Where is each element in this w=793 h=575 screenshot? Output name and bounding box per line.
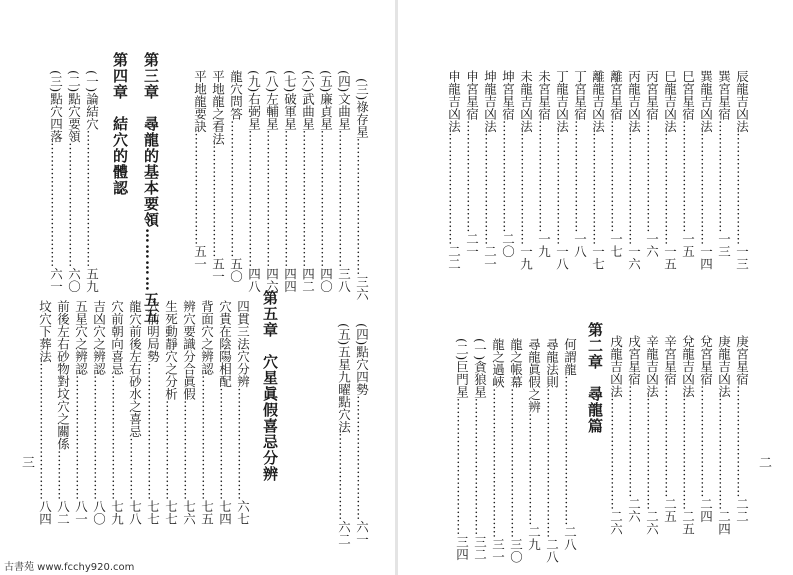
toc-entry: 生死動靜穴之分析……………………七七 <box>163 300 179 525</box>
toc-entry: 巽龍吉凶法………………………一四 <box>698 70 714 270</box>
toc-entry: 未龍吉凶法………………………一九 <box>518 70 534 270</box>
toc-entry: (二)巨門星……………………………三四 <box>454 338 470 561</box>
toc-entry: 兌宮星宿………………………二四 <box>698 335 714 523</box>
toc-entry: 五星穴之辨認…………………………八一 <box>73 300 89 525</box>
toc-entry: 何謂龍………………………………二八 <box>562 338 578 551</box>
toc-entry: 巳龍吉凶法………………………一五 <box>662 70 678 270</box>
toc-entry: 申龍吉凶法………………………二二 <box>446 70 462 270</box>
page-number: 二 <box>759 456 773 471</box>
chapter-heading: 第二章 尋龍篇 <box>586 322 604 434</box>
toc-entry: 坤宮星宿………………………二〇 <box>500 70 516 258</box>
toc-entry: 穴前朝向喜忌…………………………七九 <box>109 300 125 525</box>
toc-entry: (三)祿存星……………………………三六 <box>354 78 370 301</box>
toc-entry: (五)廉貞星……………………………四〇 <box>318 70 334 293</box>
toc-entry: 申宮星宿………………………二一 <box>464 70 480 258</box>
toc-entry: (四)文曲星……………………………三八 <box>336 70 352 293</box>
toc-entry: 離龍吉凶法………………………一七 <box>590 70 606 270</box>
toc-entry: 辛龍吉凶法………………………二六 <box>644 335 660 535</box>
watermark-footer: 古書苑 www.fcchy920.com <box>4 562 135 573</box>
toc-entry: 巳宮星宿………………………一五 <box>680 70 696 258</box>
toc-entry: 龍之帳幕………………………………三〇 <box>508 338 524 563</box>
toc-entry: 丙宮星宿………………………一六 <box>644 70 660 258</box>
toc-entry: 平地龍要訣………………………五一 <box>192 70 208 270</box>
toc-entry: 丙龍吉凶法………………………一六 <box>626 70 642 270</box>
toc-entry: 四貫三法穴分辨………………………六七 <box>235 300 251 525</box>
toc-entry: 庚宮星宿………………………二二 <box>734 335 750 523</box>
chapter-heading: 第三章 尋龍的基本要領…………五五 <box>142 52 160 324</box>
toc-entry: (三)點穴四落…………………………六一 <box>48 70 64 293</box>
toc-entry: 戌宮星宿………………………二六 <box>626 335 642 523</box>
toc-entry: 平地龍之看法………………………五一 <box>210 70 226 283</box>
toc-entry: (一)貪狼星……………………………三二 <box>472 338 488 561</box>
toc-entry: 龍穴前後左右砂水之喜忌……………七八 <box>127 300 143 525</box>
chapter-heading: 第四章 結穴的體認 <box>111 52 129 196</box>
left-page <box>0 0 396 575</box>
toc-entry: 庚龍吉凶法………………………二四 <box>716 335 732 535</box>
toc-entry: 丁龍吉凶法………………………一八 <box>554 70 570 270</box>
toc-entry: 吉凶穴之辨認…………………………八〇 <box>91 300 107 525</box>
toc-entry: 坤龍吉凶法………………………二一 <box>482 70 498 270</box>
toc-entry: 辛宮星宿………………………二五 <box>662 335 678 523</box>
toc-entry: (九)右弼星……………………………四八 <box>246 70 262 293</box>
toc-entry: (八)左輔星……………………………四六 <box>264 70 280 293</box>
chapter-heading: 第五章 穴星眞假喜忌分辨 <box>261 290 279 482</box>
toc-entry: (一)論結穴……………………………五九 <box>84 70 100 293</box>
toc-entry: 丁宮星宿………………………一八 <box>572 70 588 258</box>
toc-entry: 辰龍吉凶法………………………一三 <box>734 70 750 270</box>
toc-entry: (二)點穴要領…………………………六〇 <box>66 70 82 293</box>
toc-entry: (六)武曲星……………………………四二 <box>300 70 316 293</box>
toc-entry: (五)五星九曜點穴法…………………六二 <box>336 323 352 546</box>
toc-entry: 穴貴在陰陽相配………………………七四 <box>217 300 233 525</box>
toc-entry: 背面穴之辨認…………………………七五 <box>199 300 215 525</box>
toc-entry: 未宮星宿………………………一九 <box>536 70 552 258</box>
toc-entry: 戌龍吉凶法………………………二六 <box>608 335 624 535</box>
toc-entry: 兌龍吉凶法………………………二五 <box>680 335 696 535</box>
toc-entry: (四)點穴四勢…………………………六一 <box>354 323 370 546</box>
right-page <box>397 0 793 575</box>
toc-entry: 尋龍眞假之辨………………………二九 <box>526 338 542 551</box>
toc-entry: 前後左右砂物對坟穴之關係…………八二 <box>55 300 71 525</box>
toc-entry: 穴前明局勢……………………………七七 <box>145 300 161 525</box>
page-number: 三 <box>22 456 36 471</box>
toc-entry: 坟穴下葬法……………………………八四 <box>37 300 53 525</box>
toc-entry: 辨穴要識分合眞假……………………七六 <box>181 300 197 525</box>
toc-entry: 離宮星宿………………………一七 <box>608 70 624 258</box>
toc-entry: (七)破軍星……………………………四四 <box>282 70 298 293</box>
toc-entry: 龍穴問答……………………………五〇 <box>228 70 244 283</box>
toc-entry: 龍之過峽………………………………三一 <box>490 338 506 563</box>
toc-entry: 巽宮星宿………………………一三 <box>716 70 732 258</box>
toc-entry: 尋龍法則………………………………二八 <box>544 338 560 563</box>
